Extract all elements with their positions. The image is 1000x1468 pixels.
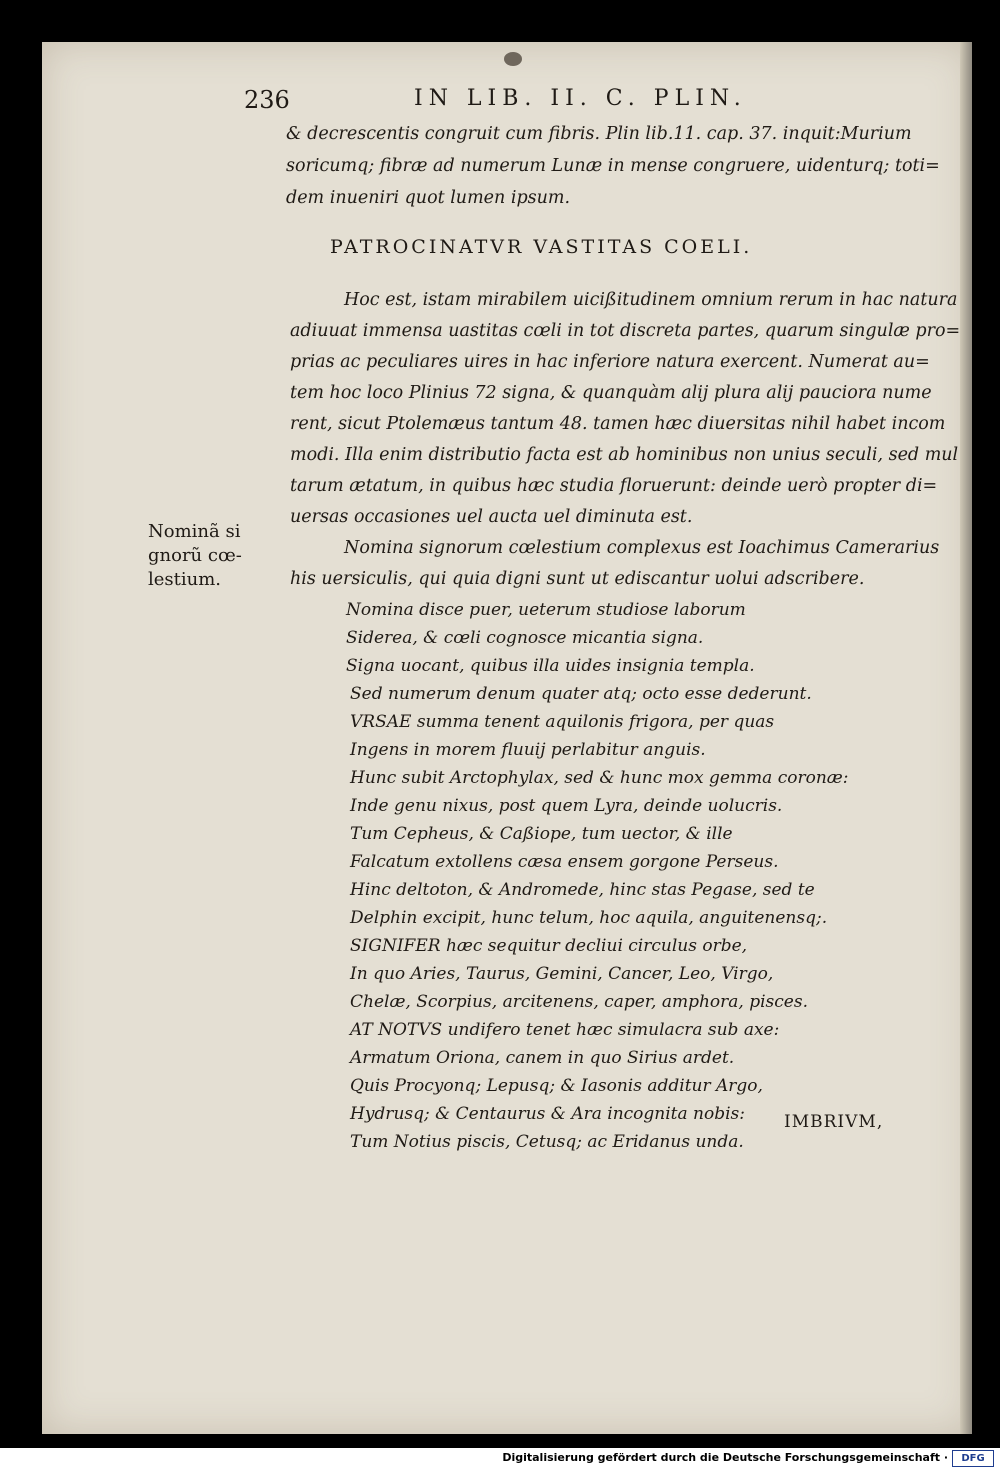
text-line: & decrescentis congruit cum fibris. Plin lib.11. cap. 37. inquit:Murium [286,124,912,144]
text-line: Hoc est, istam mirabilem uicißitudinem omnium rerum in hac natura [344,290,958,310]
verse-line: Tum Notius piscis, Cetusq; ac Eridanus unda. [350,1132,744,1152]
marginal-line: Nominã si [148,521,241,542]
verse-line: In quo Aries, Taurus, Gemini, Cancer, Leo, Virgo, [350,964,774,984]
verse-line: Sed numerum denum quater atq; octo esse dederunt. [350,684,812,704]
text-line: tarum ætatum, in quibus hæc studia floruerunt: deinde uerò propter di= [290,476,938,496]
page-hole [504,52,522,66]
text-line: prias ac peculiares uires in hac inferiore natura exercent. Numerat au= [290,352,930,372]
verse-line: Hunc subit Arctophylax, sed & hunc mox gemma coronæ: [350,768,849,788]
text-line: soricumq; fibræ ad numerum Lunæ in mense congruere, uidenturq; toti= [286,156,940,176]
verse-line: Hinc deltoton, & Andromede, hinc stas Pegase, sed te [350,880,815,900]
text-line: his uersiculis, qui quia digni sunt ut ediscantur uolui adscribere. [290,569,865,589]
marginal-note [148,520,278,592]
verse-line: VRSAE summa tenent aquilonis frigora, per quas [350,712,775,732]
text-line: modi. Illa enim distributio facta est ab hominibus non unius seculi, sed mul [290,445,959,465]
marginal-line: gnorũ cœ- [148,545,242,566]
page-spine-shadow [960,42,972,1434]
text-line: uersas occasiones uel aucta uel diminuta est. [290,507,693,527]
verse-line: Armatum Oriona, canem in quo Sirius ardet. [350,1048,735,1068]
text-line: Nomina signorum cœlestium complexus est Ioachimus Camerarius [344,538,940,558]
marginal-line: lestium. [148,569,222,590]
dfg-logo-icon: DFG [952,1450,994,1467]
verse-line: Falcatum extollens cæsa ensem gorgone Perseus. [350,852,779,872]
text-line: tem hoc loco Plinius 72 signa, & quanquàm alij plura alij pauciora nume [290,383,932,403]
verse-line: Hydrusq; & Centaurus & Ara incognita nobis: [350,1104,746,1124]
text-line: dem inueniri quot lumen ipsum. [286,188,571,208]
footer-bar [0,1448,1000,1468]
verse-line: Quis Procyonq; Lepusq; & Iasonis additur Argo, [350,1076,763,1096]
verse-line: Delphin excipit, hunc telum, hoc aquila, anguitenensq;. [350,908,828,928]
catchword: IMBRIVM, [784,1112,884,1132]
section-heading: PATROCINATVR VASTITAS COELI. [330,236,753,258]
verse-line: Tum Cepheus, & Caßiope, tum uector, & ille [350,824,733,844]
text-line: rent, sicut Ptolemæus tantum 48. tamen hæc diuersitas nihil habet incom [290,414,946,434]
verse-line: SIGNIFER hæc sequitur decliui circulus orbe, [350,936,748,956]
page-number: 236 [244,86,290,114]
verse-line: Nomina disce puer, ueterum studiose laborum [346,600,746,620]
verse-line: Ingens in morem fluuij perlabitur anguis. [350,740,706,760]
footer-funding-text: Digitalisierung gefördert durch die Deutsche Forschungsgemeinschaft · [502,1451,948,1464]
page-header [244,86,844,116]
verse-line: Chelæ, Scorpius, arcitenens, caper, amphora, pisces. [350,992,808,1012]
running-title: IN LIB. II. C. PLIN. [414,86,747,111]
verse-line: Signa uocant, quibus illa uides insignia templa. [346,656,755,676]
verse-line: Inde genu nixus, post quem Lyra, deinde uolucris. [350,796,783,816]
verse-line: AT NOTVS undifero tenet hæc simulacra sub axe: [350,1020,780,1040]
text-line: adiuuat immensa uastitas cœli in tot discreta partes, quarum singulæ pro= [290,321,961,341]
verse-line: Siderea, & cœli cognosce micantia signa. [346,628,704,648]
